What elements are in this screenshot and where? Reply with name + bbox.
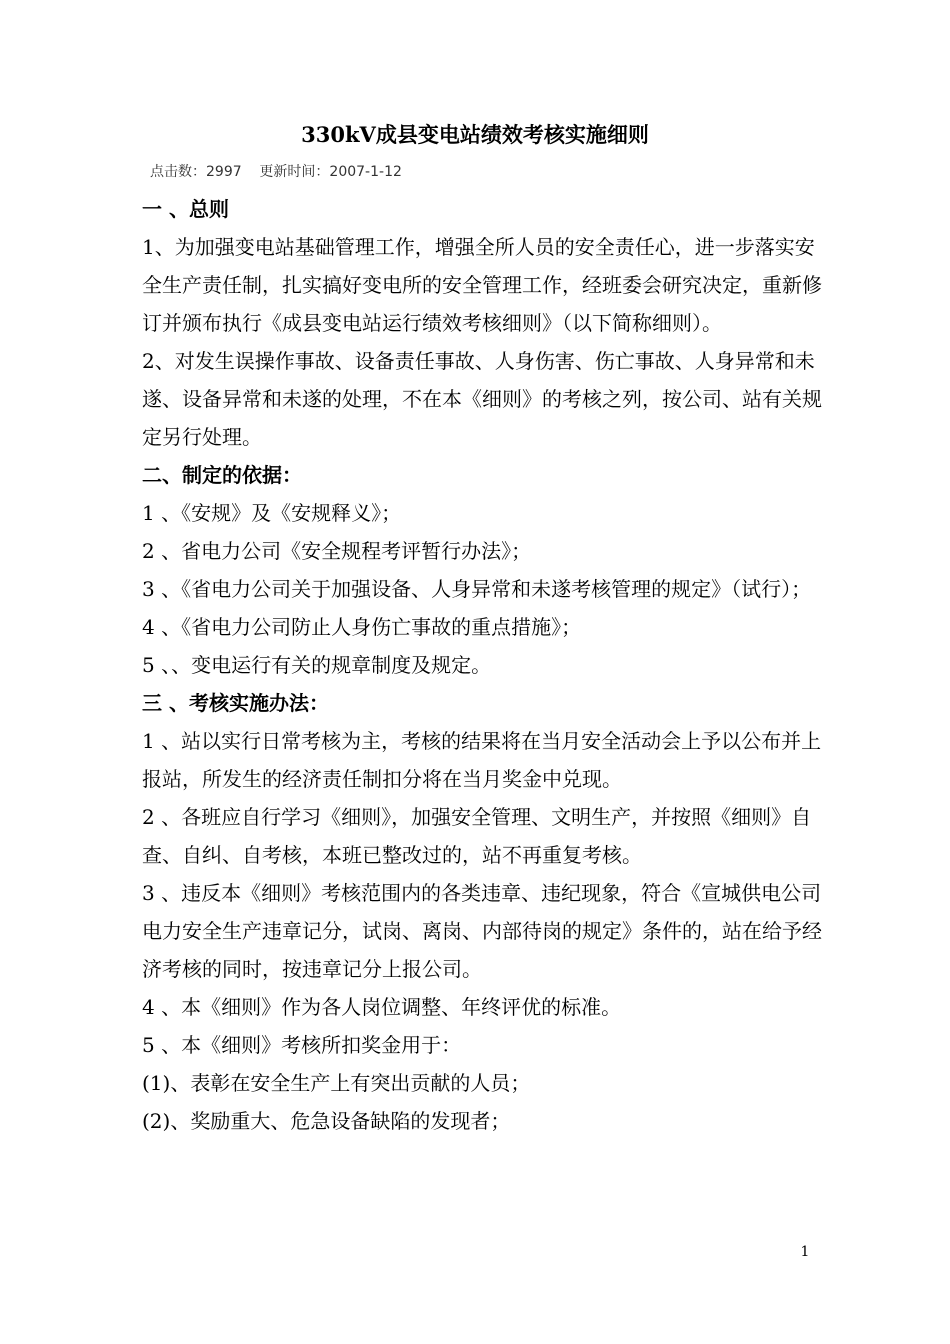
section-heading: 三 、考核实施办法：	[142, 691, 329, 715]
paragraph: 1 、站以实行日常考核为主，考核的结果将在当月安全活动会上予以公布并上报站，所发生的经济责任制扣分将在当月奖金中兑现。	[142, 729, 822, 791]
document-meta: 点击数：2997 更新时间：2007-1-12	[150, 164, 402, 180]
paragraph: 5 、本《细则》考核所扣奖金用于：	[142, 1033, 462, 1057]
paragraph: 2、对发生误操作事故、设备责任事故、人身伤害、伤亡事故、人身异常和未遂、设备异常和未遂的处理，不在本《细则》的考核之列，按公司、站有关规定另行处理。	[142, 349, 822, 449]
page-number: 1	[800, 1244, 810, 1260]
section-heading: 二、制定的依据：	[142, 463, 302, 487]
paragraph: (2)、奖励重大、危急设备缺陷的发现者；	[142, 1109, 511, 1133]
paragraph: 1 、《安规》及《安规释义》；	[142, 501, 402, 525]
document-body	[142, 190, 822, 1140]
paragraph: 5 、、变电运行有关的规章制度及规定。	[142, 653, 492, 677]
paragraph: 4 、本《细则》作为各人岗位调整、年终评优的标准。	[142, 995, 622, 1019]
paragraph: (1)、表彰在安全生产上有突出贡献的人员；	[142, 1071, 531, 1095]
paragraph: 3 、违反本《细则》考核范围内的各类违章、违纪现象，符合《宣城供电公司电力安全生产违章记分，试岗、离岗、内部待岗的规定》条件的，站在给予经济考核的同时，按违章记分上报公司。	[142, 881, 822, 981]
section-heading: 一 、总则	[142, 197, 229, 221]
document-title: 330kV成县变电站绩效考核实施细则	[301, 122, 649, 147]
paragraph: 1、为加强变电站基础管理工作，增强全所人员的安全责任心，进一步落实安全生产责任制，扎实搞好变电所的安全管理工作，经班委会研究决定，重新修订并颁布执行《成县变电站运行绩效考核细则》（以下简称细则）。	[142, 235, 822, 335]
paragraph: 2 、省电力公司《安全规程考评暂行办法》；	[142, 539, 532, 563]
paragraph: 3 、《省电力公司关于加强设备、人身异常和未遂考核管理的规定》（试行）；	[142, 577, 812, 601]
paragraph: 2 、各班应自行学习《细则》，加强安全管理、文明生产，并按照《细则》自查、自纠、自考核，本班已整改过的，站不再重复考核。	[142, 805, 812, 867]
paragraph: 4 、《省电力公司防止人身伤亡事故的重点措施》；	[142, 615, 582, 639]
